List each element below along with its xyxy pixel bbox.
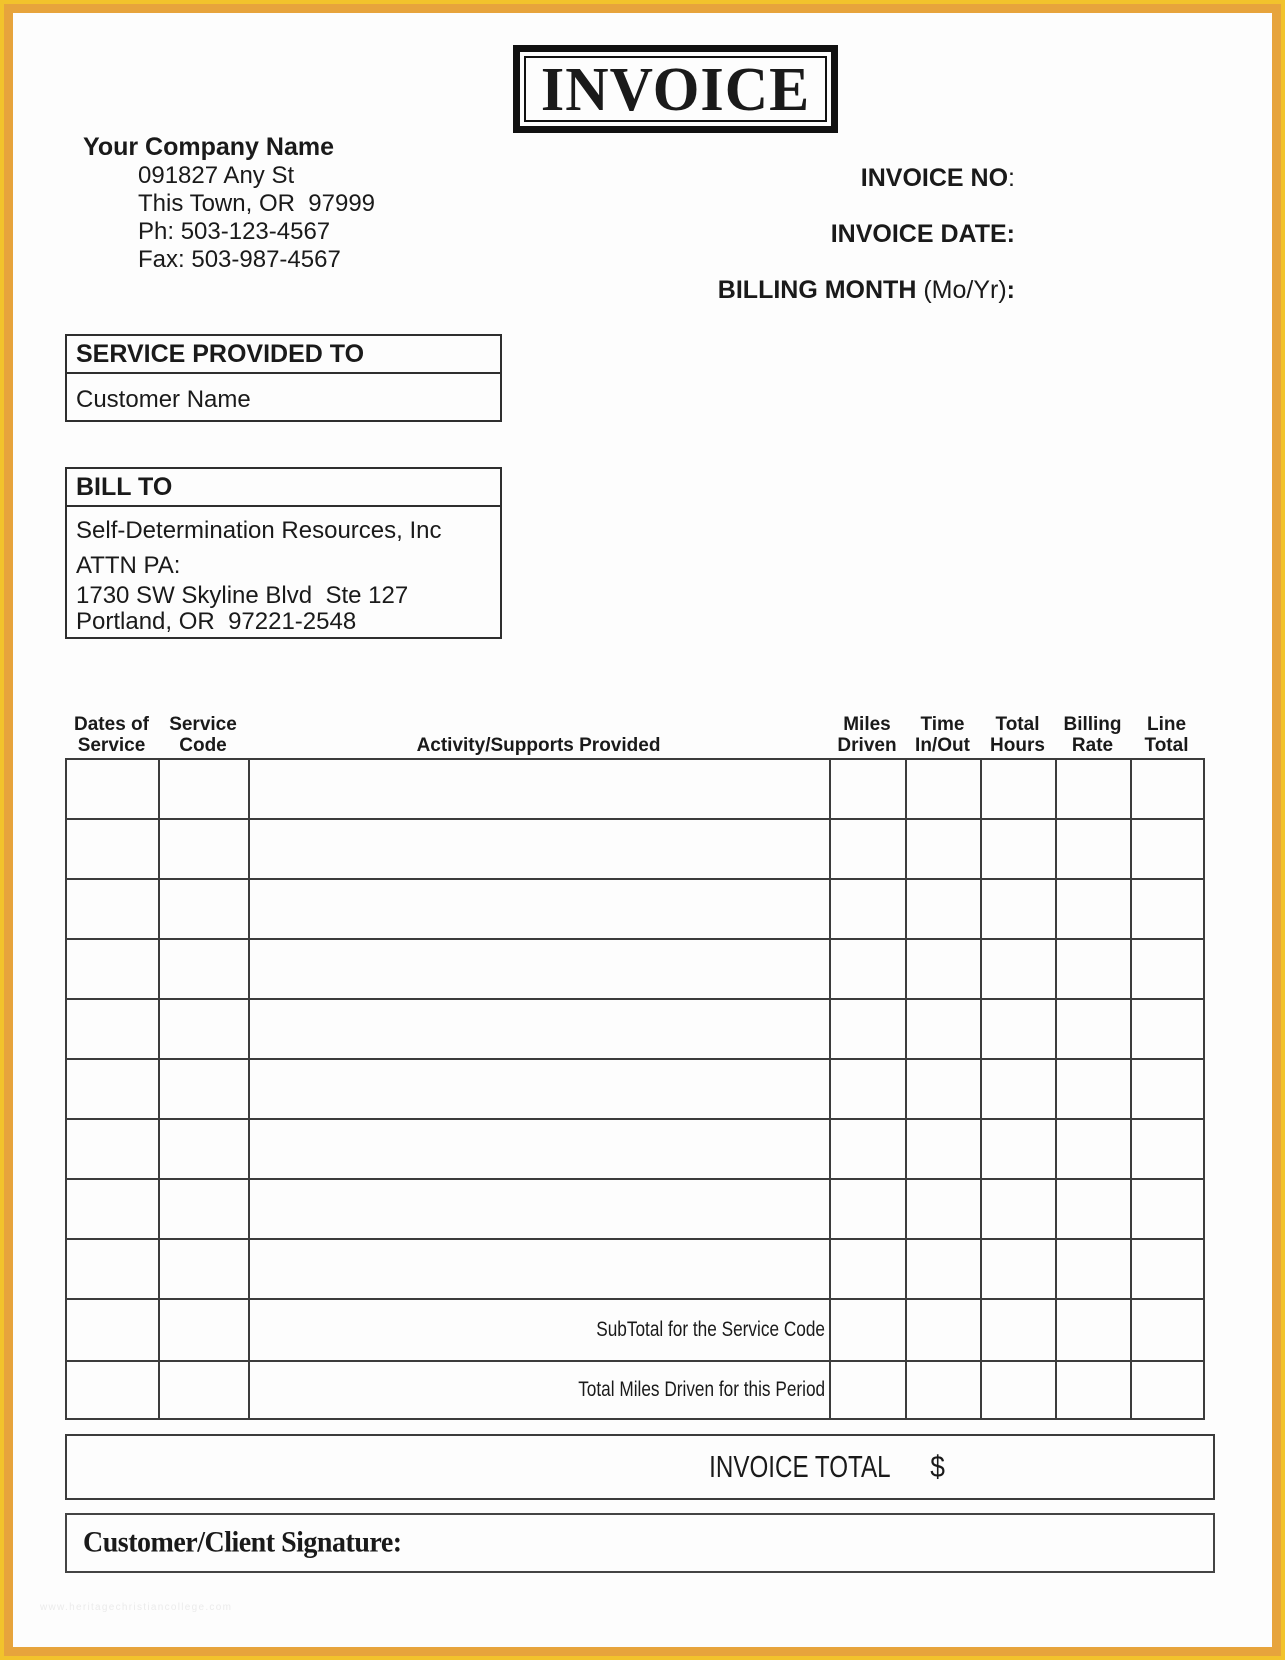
cell-dates bbox=[66, 1119, 159, 1179]
col-header-service-code: Service Code bbox=[169, 714, 243, 756]
cell-code bbox=[159, 1059, 249, 1119]
cell-dates bbox=[66, 1239, 159, 1299]
signature-box bbox=[65, 1513, 1215, 1573]
cell-code bbox=[159, 939, 249, 999]
cell-activity bbox=[249, 1179, 830, 1239]
cell-hours bbox=[981, 1059, 1056, 1119]
cell-code bbox=[159, 1239, 249, 1299]
cell-hours bbox=[981, 1119, 1056, 1179]
cell-code bbox=[159, 1299, 249, 1361]
invoice-title-box-inner bbox=[524, 53, 827, 124]
cell-dates bbox=[66, 939, 159, 999]
cell-total bbox=[1131, 1361, 1204, 1419]
invoice-no-colon: : bbox=[1008, 164, 1015, 192]
line-items-table bbox=[65, 758, 1205, 1420]
cell-time bbox=[906, 759, 981, 819]
cell-total bbox=[1131, 1119, 1204, 1179]
cell-activity bbox=[249, 1119, 830, 1179]
table-row bbox=[66, 939, 1204, 999]
cell-total bbox=[1131, 1299, 1204, 1361]
table-row bbox=[66, 879, 1204, 939]
cell-time bbox=[906, 1059, 981, 1119]
cell-rate bbox=[1056, 1239, 1131, 1299]
cell-activity bbox=[249, 879, 830, 939]
cell-dates bbox=[66, 1299, 159, 1361]
invoice-total-box bbox=[65, 1434, 1215, 1500]
billing-month-colon: : bbox=[1006, 276, 1015, 304]
cell-miles bbox=[830, 1119, 906, 1179]
table-column-headers bbox=[65, 708, 1203, 758]
cell-rate bbox=[1056, 999, 1131, 1059]
currency-symbol: $ bbox=[930, 1449, 945, 1484]
col-header-miles-driven: Miles Driven bbox=[837, 714, 897, 756]
cell-code bbox=[159, 819, 249, 879]
invoice-page bbox=[13, 13, 1272, 1647]
cell-activity bbox=[249, 939, 830, 999]
cell-hours bbox=[981, 879, 1056, 939]
cell-hours bbox=[981, 1179, 1056, 1239]
cell-activity bbox=[249, 1059, 830, 1119]
cell-miles bbox=[830, 1361, 906, 1419]
company-address-line: 091827 Any St bbox=[138, 162, 295, 189]
cell-code bbox=[159, 879, 249, 939]
col-header-billing-rate: Billing Rate bbox=[1063, 714, 1127, 756]
page-frame-inner bbox=[4, 4, 1281, 1656]
cell-dates bbox=[66, 759, 159, 819]
col-header-time-in-out: Time In/Out bbox=[915, 714, 970, 756]
col-header-total-hours: Total Hours bbox=[990, 714, 1045, 756]
billing-month-label bbox=[718, 275, 1015, 305]
total-miles-label-cell bbox=[249, 1361, 830, 1419]
service-provided-to-box bbox=[65, 334, 502, 422]
cell-total bbox=[1131, 879, 1204, 939]
cell-rate bbox=[1056, 759, 1131, 819]
subtotal-label: SubTotal for the Service Code bbox=[596, 1318, 825, 1341]
table-row bbox=[66, 1119, 1204, 1179]
table-row bbox=[66, 999, 1204, 1059]
subtotal-label-cell bbox=[249, 1299, 830, 1361]
cell-code bbox=[159, 759, 249, 819]
customer-name-value: Customer Name bbox=[76, 386, 251, 413]
cell-total bbox=[1131, 1059, 1204, 1119]
billing-month-text: BILLING MONTH bbox=[717, 276, 917, 304]
cell-activity bbox=[249, 759, 830, 819]
service-provided-to-header: SERVICE PROVIDED TO bbox=[67, 336, 500, 374]
cell-time bbox=[906, 1179, 981, 1239]
bill-to-line: Portland, OR 97221-2548 bbox=[76, 608, 357, 635]
cell-miles bbox=[830, 819, 906, 879]
invoice-no-label bbox=[861, 163, 1015, 193]
total-miles-label: Total Miles Driven for this Period bbox=[578, 1378, 825, 1401]
cell-dates bbox=[66, 1059, 159, 1119]
cell-time bbox=[906, 1299, 981, 1361]
cell-dates bbox=[66, 999, 159, 1059]
cell-rate bbox=[1056, 939, 1131, 999]
cell-code bbox=[159, 999, 249, 1059]
cell-miles bbox=[830, 879, 906, 939]
cell-hours bbox=[981, 999, 1056, 1059]
cell-dates bbox=[66, 1179, 159, 1239]
table-row bbox=[66, 1239, 1204, 1299]
col-header-activity: Activity/Supports Provided bbox=[416, 735, 661, 756]
cell-rate bbox=[1056, 1361, 1131, 1419]
bill-to-header: BILL TO bbox=[67, 469, 500, 507]
cell-time bbox=[906, 939, 981, 999]
company-fax: Fax: 503-987-4567 bbox=[138, 246, 341, 273]
cell-rate bbox=[1056, 1119, 1131, 1179]
cell-activity bbox=[249, 1239, 830, 1299]
table-row bbox=[66, 759, 1204, 819]
table-row bbox=[66, 1179, 1204, 1239]
bill-to-line: Self-Determination Resources, Inc bbox=[76, 517, 442, 544]
table-row bbox=[66, 819, 1204, 879]
cell-miles bbox=[830, 939, 906, 999]
signature-label: Customer/Client Signature: bbox=[83, 1526, 402, 1559]
subtotal-row bbox=[66, 1299, 1204, 1361]
cell-time bbox=[906, 999, 981, 1059]
bill-to-line: 1730 SW Skyline Blvd Ste 127 bbox=[76, 582, 409, 609]
cell-rate bbox=[1056, 1179, 1131, 1239]
total-miles-row bbox=[66, 1361, 1204, 1419]
table-row bbox=[66, 1059, 1204, 1119]
cell-activity bbox=[249, 999, 830, 1059]
cell-hours bbox=[981, 1239, 1056, 1299]
invoice-total-label-wrap bbox=[658, 1436, 891, 1498]
cell-time bbox=[906, 1361, 981, 1419]
cell-time bbox=[906, 819, 981, 879]
invoice-total-label: INVOICE TOTAL bbox=[709, 1449, 891, 1484]
cell-hours bbox=[981, 939, 1056, 999]
cell-total bbox=[1131, 1179, 1204, 1239]
company-name: Your Company Name bbox=[83, 133, 334, 161]
cell-miles bbox=[830, 1059, 906, 1119]
cell-rate bbox=[1056, 1059, 1131, 1119]
billing-month-suffix: (Mo/Yr) bbox=[916, 276, 1007, 304]
cell-dates bbox=[66, 1361, 159, 1419]
invoice-date-label bbox=[831, 219, 1015, 249]
cell-miles bbox=[830, 1239, 906, 1299]
cell-miles bbox=[830, 1299, 906, 1361]
company-phone: Ph: 503-123-4567 bbox=[138, 218, 331, 245]
invoice-date-text: INVOICE DATE: bbox=[830, 220, 1015, 248]
invoice-no-text: INVOICE NO bbox=[860, 164, 1009, 192]
cell-code bbox=[159, 1179, 249, 1239]
cell-total bbox=[1131, 999, 1204, 1059]
company-block bbox=[83, 133, 375, 274]
cell-total bbox=[1131, 939, 1204, 999]
cell-rate bbox=[1056, 1299, 1131, 1361]
cell-time bbox=[906, 1119, 981, 1179]
cell-miles bbox=[830, 759, 906, 819]
cell-hours bbox=[981, 759, 1056, 819]
cell-miles bbox=[830, 1179, 906, 1239]
col-header-line-total: Line Total bbox=[1144, 714, 1192, 756]
cell-activity bbox=[249, 819, 830, 879]
cell-miles bbox=[830, 999, 906, 1059]
company-address-line: This Town, OR 97999 bbox=[138, 190, 376, 217]
col-header-dates-of-service: Dates of Service bbox=[74, 714, 155, 756]
cell-code bbox=[159, 1119, 249, 1179]
cell-time bbox=[906, 879, 981, 939]
cell-total bbox=[1131, 1239, 1204, 1299]
cell-time bbox=[906, 1239, 981, 1299]
cell-dates bbox=[66, 879, 159, 939]
cell-code bbox=[159, 1361, 249, 1419]
invoice-title: INVOICE bbox=[540, 53, 811, 124]
cell-total bbox=[1131, 759, 1204, 819]
cell-dates bbox=[66, 819, 159, 879]
watermark-text: www.heritagechristiancollege.com bbox=[40, 1602, 233, 1613]
bill-to-line: ATTN PA: bbox=[76, 552, 181, 579]
cell-total bbox=[1131, 819, 1204, 879]
cell-rate bbox=[1056, 879, 1131, 939]
bill-to-box bbox=[65, 467, 502, 639]
cell-hours bbox=[981, 1361, 1056, 1419]
cell-rate bbox=[1056, 819, 1131, 879]
invoice-title-box bbox=[513, 45, 838, 133]
cell-hours bbox=[981, 819, 1056, 879]
cell-hours bbox=[981, 1299, 1056, 1361]
